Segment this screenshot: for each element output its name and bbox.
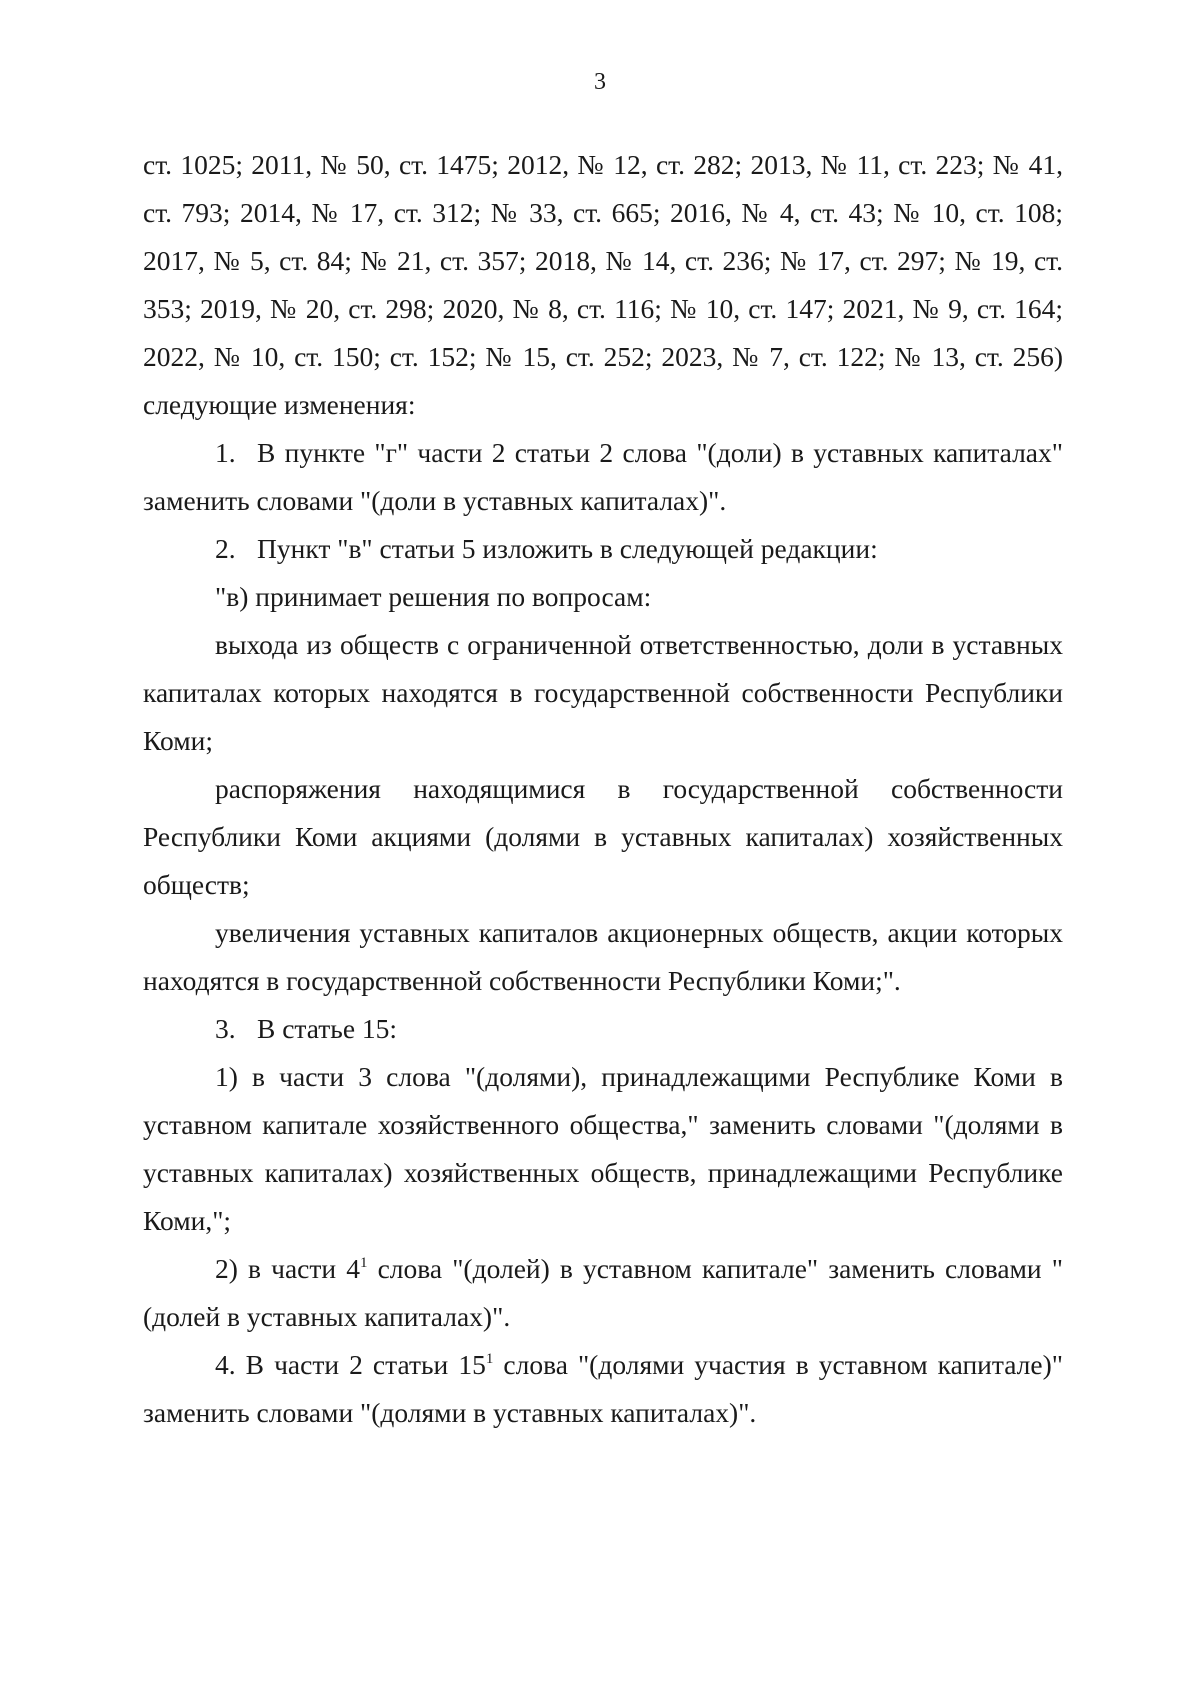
- page-number: 3: [594, 69, 606, 95]
- intro-paragraph: ст. 1025; 2011, № 50, ст. 1475; 2012, № 12, ст. 282; 2013, № 11, ст. 223; № 41, ст. 793; 2014, № 17, ст. 312; № 33, ст. 665; 2016, № 4, ст. 43; № 10, ст. 108; 2017, № 5, ст. 84; № 21, ст. 357; 2018, № 14, ст. 236; № 17, ст. 297; № 19, ст. 353; 2019, № 20, ст. 298; 2020, № 8, ст. 116; № 10, ст. 147; 2021, № 9, ст. 164; 2022, № 10, ст. 150; ст. 152; № 15, ст. 252; 2023, № 7, ст. 122; № 13, ст. 256) следующие изменения:: [143, 149, 1063, 420]
- item-3-text: В статье 15:: [257, 1013, 398, 1044]
- sub-item-2-pre: 2) в части 4: [215, 1253, 360, 1284]
- quote-item-a: выхода из обществ с ограниченной ответственностью, доли в уставных капиталах которых находятся в государственной собственности Республики Коми;: [143, 629, 1063, 756]
- item-3-number: 3.: [215, 1013, 236, 1044]
- item-4-pre: 4. В части 2 статьи 15: [215, 1349, 486, 1380]
- item-4-superscript: 1: [485, 1351, 494, 1367]
- sub-item-2-post: слова "(долей) в уставном капитале" заменить словами "(долей в уставных капиталах)".: [143, 1253, 1063, 1332]
- item-2-text: Пункт "в" статьи 5 изложить в следующей редакции:: [257, 533, 878, 564]
- item-2-number: 2.: [215, 533, 236, 564]
- sub-item-2-superscript: 1: [359, 1255, 368, 1271]
- quote-item-c: увеличения уставных капиталов акционерных обществ, акции которых находятся в государственной собственности Республики Коми;".: [143, 917, 1063, 996]
- quote-intro: "в) принимает решения по вопросам:: [215, 581, 652, 612]
- item-1-text: В пункте "г" части 2 статьи 2 слова "(доли) в уставных капиталах" заменить словами "(доли в уставных капиталах)".: [143, 437, 1063, 516]
- item-4: [143, 1341, 1063, 1437]
- document-body: [143, 141, 1063, 1437]
- sub-item-1: 1) в части 3 слова "(долями), принадлежащими Республике Коми в уставном капитале хозяйственного общества," заменить словами "(долями в уставных капиталах) хозяйственных обществ, принадлежащими Республике Коми,";: [143, 1061, 1063, 1236]
- quote-item-b: распоряжения находящимися в государственной собственности Республики Коми акциями (долями в уставных капиталах) хозяйственных обществ;: [143, 773, 1063, 900]
- item-1-number: 1.: [215, 437, 236, 468]
- item-3: [143, 1005, 1063, 1053]
- sub-item-2: [143, 1245, 1063, 1341]
- item-1: [143, 429, 1063, 525]
- item-2: [143, 525, 1063, 573]
- item-4-post: слова "(долями участия в уставном капитале)" заменить словами "(долями в уставных капиталах)".: [143, 1349, 1063, 1428]
